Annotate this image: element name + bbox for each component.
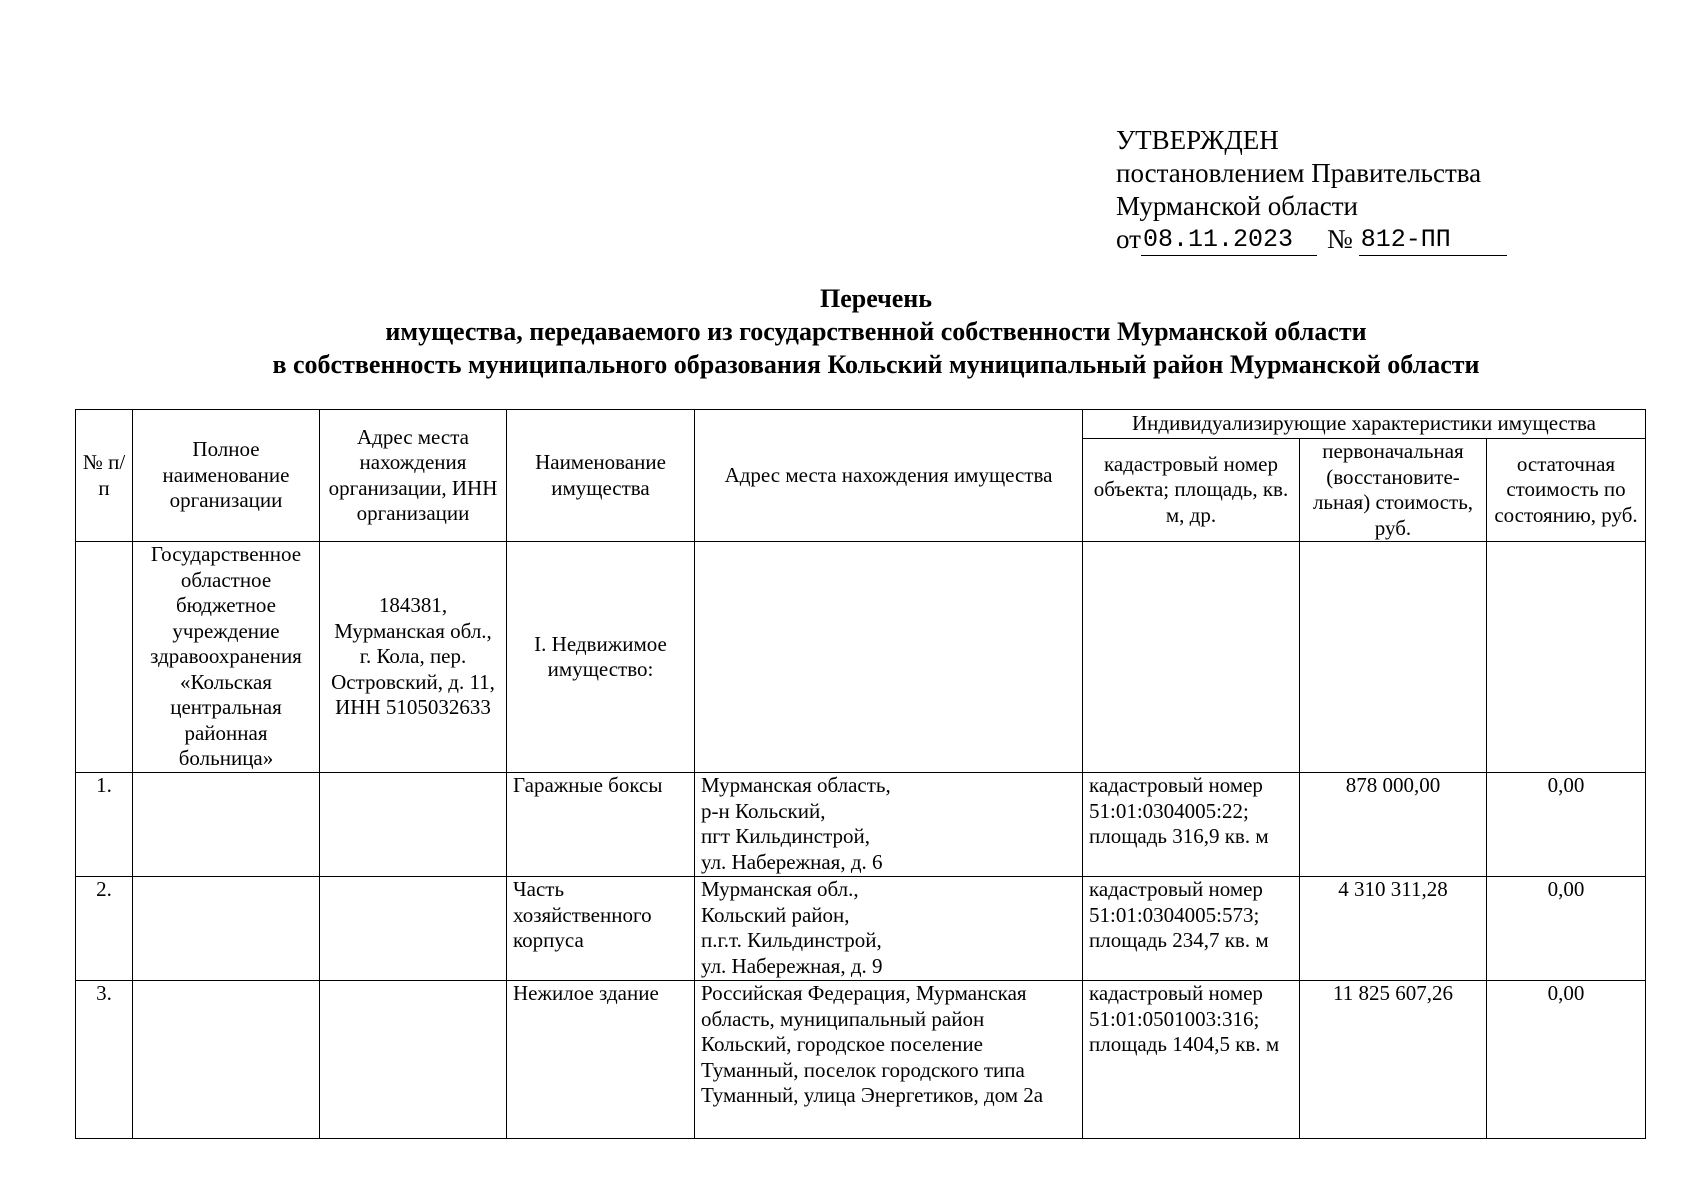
approval-line-region: Мурманской области	[1116, 191, 1358, 221]
document-title	[0, 282, 1698, 381]
approval-date: 08.11.2023	[1141, 225, 1317, 256]
table-row	[76, 877, 1646, 981]
org-row-empty-cadastral	[1083, 542, 1300, 773]
approval-date-line	[1116, 223, 1507, 256]
row-property-address: Мурманская область, р-н Кольский, пгт Кильдинстрой, ул. Набережная, д. 6	[695, 773, 1083, 877]
org-row-empty-residual	[1487, 542, 1646, 773]
row-empty-org	[133, 773, 320, 877]
org-row-empty-address	[695, 542, 1083, 773]
approval-number-sign: №	[1326, 224, 1353, 254]
org-address-cell: 184381, Мурманская обл., г. Кола, пер. Островский, д. 11, ИНН 5105032633	[320, 542, 507, 773]
header-residual-cost: остаточная стоимость по состоянию, руб.	[1487, 439, 1646, 542]
approval-line-decree: постановлением Правительства	[1116, 158, 1482, 188]
title-line-1: Перечень	[819, 284, 933, 313]
header-property-name: Наименование имущества	[507, 410, 695, 542]
row-empty-org	[133, 877, 320, 981]
row-residual-cost: 0,00	[1487, 773, 1646, 877]
row-property-name: Гаражные боксы	[507, 773, 695, 877]
org-name-cell: Государственное областное бюджетное учреждение здравоохранения «Кольская центральная районная больница»	[133, 542, 320, 773]
row-empty-org-address	[320, 773, 507, 877]
row-residual-cost: 0,00	[1487, 981, 1646, 1139]
section-heading: I. Недвижимое имущество:	[507, 542, 695, 773]
row-num: 3.	[76, 981, 133, 1139]
row-initial-cost: 11 825 607,26	[1300, 981, 1487, 1139]
table-row	[76, 773, 1646, 877]
org-row-num	[76, 542, 133, 773]
row-cadastral: кадастровый номер 51:01:0304005:22; площадь 316,9 кв. м	[1083, 773, 1300, 877]
header-org-name: Полное наименование организации	[133, 410, 320, 542]
header-property-address: Адрес места нахождения имущества	[695, 410, 1083, 542]
row-num: 2.	[76, 877, 133, 981]
title-line-3: в собственность муниципального образования Кольский муниципальный район Мурманской области	[272, 350, 1480, 379]
header-row-1	[76, 410, 1646, 439]
approval-block	[1116, 124, 1507, 256]
row-empty-org	[133, 981, 320, 1139]
approval-heading: УТВЕРЖДЕН	[1116, 125, 1279, 155]
header-num: № п/п	[76, 410, 133, 542]
row-cadastral: кадастровый номер 51:01:0501003:316; площадь 1404,5 кв. м	[1083, 981, 1300, 1139]
row-empty-org-address	[320, 877, 507, 981]
row-property-name: Часть хозяйственного корпуса	[507, 877, 695, 981]
header-characteristics: Индивидуализирующие характеристики имущества	[1083, 410, 1646, 439]
header-org-address: Адрес места нахождения организации, ИНН организации	[320, 410, 507, 542]
row-property-name: Нежилое здание	[507, 981, 695, 1139]
approval-from-label: от	[1116, 224, 1141, 254]
row-initial-cost: 878 000,00	[1300, 773, 1487, 877]
row-property-address: Мурманская обл., Кольский район, п.г.т. Кильдинстрой, ул. Набережная, д. 9	[695, 877, 1083, 981]
org-row-empty-initial	[1300, 542, 1487, 773]
table-row	[76, 981, 1646, 1139]
property-table	[75, 409, 1646, 1139]
row-empty-org-address	[320, 981, 507, 1139]
approval-number: 812-ПП	[1359, 225, 1507, 256]
org-row	[76, 542, 1646, 773]
header-cadastral: кадастровый номер объекта; площадь, кв. м, др.	[1083, 439, 1300, 542]
header-initial-cost: первоначальная (восстановите-льная) стоимость, руб.	[1300, 439, 1487, 542]
row-num: 1.	[76, 773, 133, 877]
row-property-address: Российская Федерация, Мурманская область, муниципальный район Кольский, городское поселение Туманный, поселок городского типа Туманный, улица Энергетиков, дом 2а	[695, 981, 1083, 1139]
row-initial-cost: 4 310 311,28	[1300, 877, 1487, 981]
title-line-2: имущества, передаваемого из государственной собственности Мурманской области	[385, 317, 1367, 346]
row-cadastral: кадастровый номер 51:01:0304005:573; площадь 234,7 кв. м	[1083, 877, 1300, 981]
row-residual-cost: 0,00	[1487, 877, 1646, 981]
